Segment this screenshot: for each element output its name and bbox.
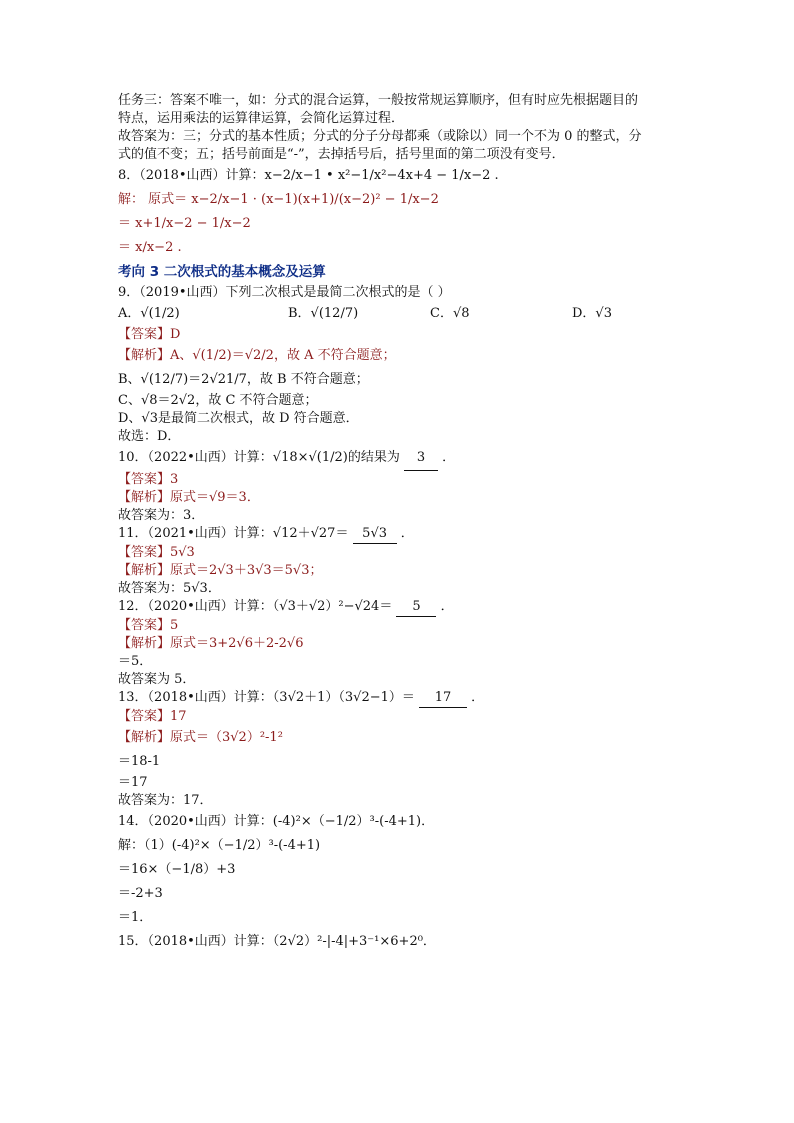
analysis-line: 故选：D． xyxy=(118,429,181,444)
conclusion-line: 故答案为：17． xyxy=(118,793,213,808)
answer-line: 【答案】3 xyxy=(118,472,179,487)
option-b: B．√(12/7) xyxy=(288,306,359,321)
text-line: 式的值不变；五；括号前面是“-”，去掉括号后，括号里面的第二项没有变号． xyxy=(118,147,565,162)
solution-line: 解： 原式＝ x−2/x−1 · (x−1)(x+1)/(x−2)² − 1/x−2 xyxy=(118,192,439,207)
text-line: 故答案为：三；分式的基本性质；分式的分子分母都乘（或除以）同一个不为 0 的整式，分 xyxy=(118,129,642,144)
analysis-line: 【解析】原式＝2√3＋3√3＝5√3； xyxy=(118,563,323,578)
conclusion-line: 故答案为：3． xyxy=(118,508,205,523)
analysis-line: ＝18-1 xyxy=(118,754,161,769)
option-d: D．√3 xyxy=(572,306,612,321)
section-heading: 考向 3 二次根式的基本概念及运算 xyxy=(118,264,326,280)
solution-line: ＝-2+3 xyxy=(118,886,163,901)
option-c: C．√8 xyxy=(430,306,470,321)
analysis-line: 【解析】原式＝√9＝3． xyxy=(118,490,260,505)
solution-line: 解：（1）(-4)²×（−1/2）³-(-4+1) xyxy=(118,838,321,853)
analysis-line: D、√3是最简二次根式，故 D 符合题意． xyxy=(118,411,359,426)
problem-text: 13．（2018•山西）计算：（3√2＋1）（3√2−1）＝ xyxy=(118,690,415,705)
option-a: A．√(1/2) xyxy=(118,306,180,321)
text-line: 特点，运用乘法的运算律运算，会简化运算过程． xyxy=(118,111,405,126)
problem-11 xyxy=(118,525,678,544)
problem-15: 15．（2018•山西）计算：（2√2）²-|-4|+3⁻¹×6+2⁰． xyxy=(118,934,436,949)
problem-end: ． xyxy=(400,526,414,541)
options-row xyxy=(118,302,678,326)
text-line: 任务三：答案不唯一，如：分式的混合运算，一般按常规运算顺序，但有时应先根据题目的 xyxy=(118,93,639,108)
problem-end: ． xyxy=(440,599,454,614)
problem-text: 10．（2022•山西）计算：√18×√(1/2)的结果为 xyxy=(118,450,400,465)
analysis-line: C、√8＝2√2，故 C 不符合题意； xyxy=(118,393,318,408)
problem-10 xyxy=(118,446,678,471)
problem-end: ． xyxy=(471,690,485,705)
analysis-line: B、√(12/7)＝2√21/7，故 B 不符合题意； xyxy=(118,372,369,387)
solution-line: ＝16×（−1/8）+3 xyxy=(118,862,236,877)
answer-blank: 17 xyxy=(419,689,467,708)
problem-13 xyxy=(118,689,678,708)
solution-line: ＝ x/x−2 . xyxy=(118,240,182,255)
solution-line: ＝1． xyxy=(118,910,153,925)
analysis-line: 【解析】原式＝3+2√6＋2-2√6 xyxy=(118,636,304,651)
answer-line: 【答案】D xyxy=(118,327,181,342)
problem-9: 9．（2019•山西）下列二次根式是最简二次根式的是（ ） xyxy=(118,285,451,300)
analysis-line: ＝17 xyxy=(118,775,148,790)
answer-blank: 3 xyxy=(404,446,438,471)
answer-blank: 5 xyxy=(396,598,436,617)
problem-text: 11．（2021•山西）计算：√12＋√27＝ xyxy=(118,526,349,541)
analysis-line: ＝5． xyxy=(118,654,153,669)
answer-blank: 5√3 xyxy=(353,525,397,544)
answer-line: 【答案】17 xyxy=(118,709,187,724)
analysis-line: 【解析】原式＝（3√2）²-1² xyxy=(118,730,283,745)
problem-text: 12．（2020•山西）计算：（√3＋√2）²−√24＝ xyxy=(118,599,393,614)
solution-line: ＝ x+1/x−2 − 1/x−2 xyxy=(118,216,251,231)
answer-line: 【答案】5 xyxy=(118,618,179,633)
conclusion-line: 故答案为 5． xyxy=(118,672,196,687)
problem-end: ． xyxy=(442,450,456,465)
answer-line: 【答案】5√3 xyxy=(118,545,195,560)
problem-14: 14．（2020•山西）计算：(-4)²×（−1/2）³-(-4+1)． xyxy=(118,814,435,829)
conclusion-line: 故答案为：5√3． xyxy=(118,581,221,596)
problem-12 xyxy=(118,598,678,617)
analysis-line: 【解析】A、√(1/2)＝√2/2，故 A 不符合题意； xyxy=(118,348,396,363)
document-body xyxy=(118,92,678,954)
problem-8: 8．（2018•山西）计算：x−2/x−1 • x²−1/x²−4x+4 − 1/x−2 . xyxy=(118,168,499,183)
